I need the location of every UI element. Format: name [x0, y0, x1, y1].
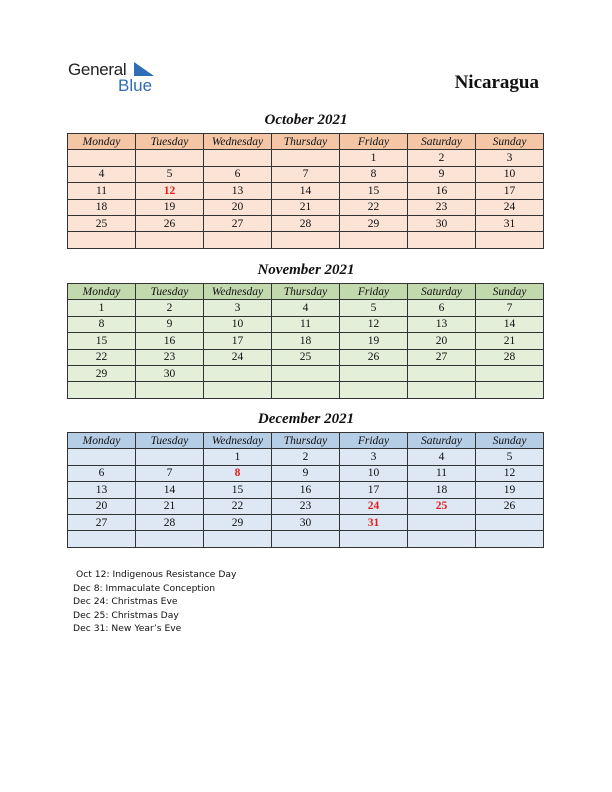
weekday-header-row: [68, 284, 544, 300]
day-cell: 22: [340, 199, 408, 215]
empty-day-cell: [476, 382, 544, 398]
week-row: [68, 531, 544, 547]
day-cell: 26: [136, 215, 204, 231]
empty-day-cell: [68, 150, 136, 166]
weekday-header: Friday: [340, 433, 408, 449]
empty-day-cell: [476, 232, 544, 248]
day-cell: 23: [408, 199, 476, 215]
week-row: [68, 349, 544, 365]
weekday-header: Thursday: [272, 134, 340, 150]
logo-text-general: General: [68, 60, 127, 79]
week-row: [68, 449, 544, 465]
day-cell: 22: [68, 349, 136, 365]
holiday-day-cell: 24: [340, 498, 408, 514]
day-cell: 29: [68, 365, 136, 381]
day-cell: 9: [408, 166, 476, 182]
day-cell: 17: [340, 482, 408, 498]
month-title-december: December 2021: [257, 411, 355, 427]
holiday-day-cell: 31: [340, 514, 408, 530]
day-cell: 18: [272, 333, 340, 349]
day-cell: 2: [272, 449, 340, 465]
empty-day-cell: [204, 365, 272, 381]
day-cell: 13: [68, 482, 136, 498]
weekday-header: Wednesday: [204, 134, 272, 150]
empty-day-cell: [272, 382, 340, 398]
weekday-header: Friday: [340, 134, 408, 150]
empty-day-cell: [136, 232, 204, 248]
day-cell: 15: [204, 482, 272, 498]
empty-day-cell: [204, 531, 272, 547]
week-row: [68, 482, 544, 498]
day-cell: 19: [340, 333, 408, 349]
weekday-header: Sunday: [476, 134, 544, 150]
empty-day-cell: [68, 232, 136, 248]
empty-day-cell: [68, 382, 136, 398]
empty-day-cell: [340, 232, 408, 248]
day-cell: 14: [476, 316, 544, 332]
day-cell: 7: [136, 465, 204, 481]
weekday-header: Saturday: [408, 284, 476, 300]
day-cell: 23: [272, 498, 340, 514]
empty-day-cell: [136, 449, 204, 465]
day-cell: 30: [272, 514, 340, 530]
day-cell: 5: [340, 300, 408, 316]
empty-day-cell: [136, 382, 204, 398]
day-cell: 4: [408, 449, 476, 465]
day-cell: 28: [136, 514, 204, 530]
day-cell: 27: [68, 514, 136, 530]
day-cell: 29: [204, 514, 272, 530]
day-cell: 6: [204, 166, 272, 182]
day-cell: 5: [136, 166, 204, 182]
holiday-day-cell: 12: [136, 183, 204, 199]
day-cell: 28: [272, 215, 340, 231]
day-cell: 20: [408, 333, 476, 349]
day-cell: 12: [476, 465, 544, 481]
week-row: [68, 166, 544, 182]
empty-day-cell: [340, 382, 408, 398]
week-row: [68, 365, 544, 381]
day-cell: 23: [136, 349, 204, 365]
week-row: [68, 232, 544, 248]
empty-day-cell: [408, 382, 476, 398]
day-cell: 9: [272, 465, 340, 481]
week-row: [68, 199, 544, 215]
day-cell: 18: [68, 199, 136, 215]
day-cell: 24: [204, 349, 272, 365]
day-cell: 10: [340, 465, 408, 481]
day-cell: 3: [204, 300, 272, 316]
day-cell: 13: [204, 183, 272, 199]
day-cell: 26: [476, 498, 544, 514]
day-cell: 1: [204, 449, 272, 465]
month-title-november: November 2021: [257, 262, 355, 278]
empty-day-cell: [68, 531, 136, 547]
month-title-october: October 2021: [264, 112, 348, 128]
day-cell: 29: [340, 215, 408, 231]
week-row: [68, 498, 544, 514]
day-cell: 6: [68, 465, 136, 481]
empty-day-cell: [68, 449, 136, 465]
week-row: [68, 514, 544, 530]
holiday-item: Dec 24: Christmas Eve: [73, 596, 178, 608]
day-cell: 3: [476, 150, 544, 166]
weekday-header: Tuesday: [136, 433, 204, 449]
day-cell: 16: [272, 482, 340, 498]
day-cell: 2: [136, 300, 204, 316]
day-cell: 1: [340, 150, 408, 166]
day-cell: 7: [272, 166, 340, 182]
day-cell: 10: [204, 316, 272, 332]
day-cell: 31: [476, 215, 544, 231]
empty-day-cell: [476, 365, 544, 381]
day-cell: 19: [136, 199, 204, 215]
empty-day-cell: [340, 365, 408, 381]
logo-text-blue: Blue: [118, 76, 153, 95]
day-cell: 2: [408, 150, 476, 166]
empty-day-cell: [272, 365, 340, 381]
calendar-november: [67, 283, 544, 399]
day-cell: 11: [272, 316, 340, 332]
day-cell: 21: [476, 333, 544, 349]
day-cell: 5: [476, 449, 544, 465]
day-cell: 16: [408, 183, 476, 199]
calendar-october: [67, 133, 544, 249]
day-cell: 28: [476, 349, 544, 365]
day-cell: 24: [476, 199, 544, 215]
empty-day-cell: [340, 531, 408, 547]
day-cell: 14: [272, 183, 340, 199]
day-cell: 10: [476, 166, 544, 182]
day-cell: 20: [68, 498, 136, 514]
week-row: [68, 150, 544, 166]
day-cell: 17: [204, 333, 272, 349]
calendar-december: [67, 432, 544, 548]
day-cell: 4: [272, 300, 340, 316]
day-cell: 22: [204, 498, 272, 514]
day-cell: 7: [476, 300, 544, 316]
weekday-header: Wednesday: [204, 284, 272, 300]
empty-day-cell: [408, 232, 476, 248]
empty-day-cell: [408, 531, 476, 547]
day-cell: 12: [340, 316, 408, 332]
holiday-day-cell: 25: [408, 498, 476, 514]
empty-day-cell: [476, 531, 544, 547]
day-cell: 17: [476, 183, 544, 199]
day-cell: 26: [340, 349, 408, 365]
day-cell: 27: [408, 349, 476, 365]
weekday-header: Sunday: [476, 433, 544, 449]
day-cell: 6: [408, 300, 476, 316]
holiday-item: Dec 31: New Year’s Eve: [73, 623, 182, 635]
empty-day-cell: [204, 232, 272, 248]
weekday-header: Friday: [340, 284, 408, 300]
weekday-header: Monday: [68, 433, 136, 449]
day-cell: 16: [136, 333, 204, 349]
holiday-item: Oct 12: Indigenous Resistance Day: [76, 569, 237, 580]
day-cell: 25: [68, 215, 136, 231]
week-row: [68, 183, 544, 199]
weekday-header: Monday: [68, 284, 136, 300]
day-cell: 27: [204, 215, 272, 231]
weekday-header: Tuesday: [136, 134, 204, 150]
holiday-item: Dec 8: Immaculate Conception: [73, 582, 216, 594]
weekday-header: Thursday: [272, 284, 340, 300]
week-row: [68, 382, 544, 398]
empty-day-cell: [272, 150, 340, 166]
week-row: [68, 215, 544, 231]
day-cell: 1: [68, 300, 136, 316]
week-row: [68, 333, 544, 349]
day-cell: 14: [136, 482, 204, 498]
holiday-list: [73, 568, 236, 636]
empty-day-cell: [272, 232, 340, 248]
logo-triangle-icon: [134, 62, 154, 76]
week-row: [68, 465, 544, 481]
day-cell: 18: [408, 482, 476, 498]
weekday-header: Tuesday: [136, 284, 204, 300]
day-cell: 30: [136, 365, 204, 381]
country-title: Nicaragua: [454, 72, 539, 93]
weekday-header: Wednesday: [204, 433, 272, 449]
weekday-header: Monday: [68, 134, 136, 150]
week-row: [68, 316, 544, 332]
empty-day-cell: [272, 531, 340, 547]
empty-day-cell: [136, 150, 204, 166]
empty-day-cell: [204, 150, 272, 166]
day-cell: 9: [136, 316, 204, 332]
day-cell: 30: [408, 215, 476, 231]
weekday-header: Thursday: [272, 433, 340, 449]
day-cell: 15: [68, 333, 136, 349]
weekday-header-row: [68, 134, 544, 150]
day-cell: 11: [408, 465, 476, 481]
day-cell: 20: [204, 199, 272, 215]
day-cell: 3: [340, 449, 408, 465]
day-cell: 8: [68, 316, 136, 332]
week-row: [68, 300, 544, 316]
empty-day-cell: [136, 531, 204, 547]
empty-day-cell: [408, 365, 476, 381]
day-cell: 13: [408, 316, 476, 332]
empty-day-cell: [204, 382, 272, 398]
empty-day-cell: [408, 514, 476, 530]
day-cell: 11: [68, 183, 136, 199]
weekday-header: Sunday: [476, 284, 544, 300]
day-cell: 25: [272, 349, 340, 365]
day-cell: 21: [272, 199, 340, 215]
day-cell: 8: [340, 166, 408, 182]
day-cell: 19: [476, 482, 544, 498]
weekday-header: Saturday: [408, 134, 476, 150]
holiday-item: Dec 25: Christmas Day: [73, 609, 179, 621]
generalblue-logo: [68, 60, 168, 100]
day-cell: 4: [68, 166, 136, 182]
day-cell: 21: [136, 498, 204, 514]
holiday-day-cell: 8: [204, 465, 272, 481]
day-cell: 15: [340, 183, 408, 199]
weekday-header: Saturday: [408, 433, 476, 449]
empty-day-cell: [476, 514, 544, 530]
weekday-header-row: [68, 433, 544, 449]
